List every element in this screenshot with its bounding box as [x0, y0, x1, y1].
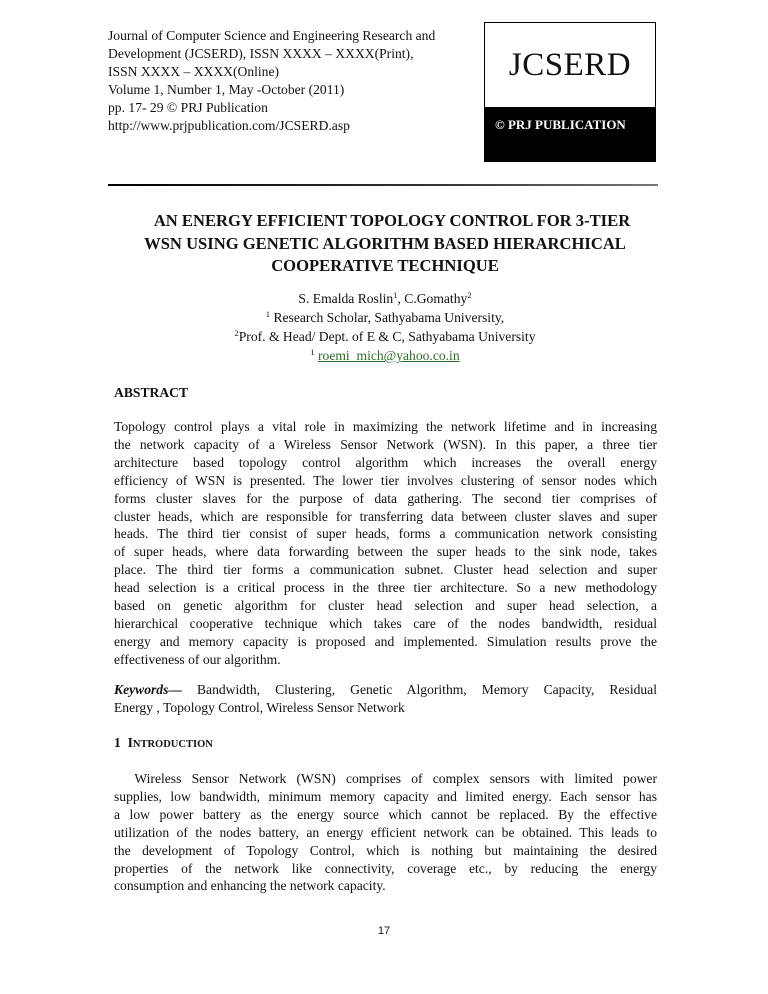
header-line: Volume 1, Number 1, May -October (2011) — [108, 82, 345, 97]
abstract-line: the network capacity of a Wireless Sensor Network (WSN). In this paper, a three tier — [114, 436, 657, 452]
header-divider — [108, 184, 658, 186]
affil-1-text: Research Scholar, Sathyabama University, — [270, 310, 505, 325]
header-line: Development (JCSERD), ISSN XXXX – XXXX(Print), — [108, 46, 414, 61]
keywords-text: Bandwidth, Clustering, Genetic Algorithm, Memory Capacity, Residual — [181, 682, 657, 697]
header-line: pp. 17- 29 © PRJ Publication — [108, 100, 268, 115]
email-line — [108, 346, 662, 365]
abstract-line: energy and memory capacity is proposed and implemented. Simulation results prove the — [114, 633, 657, 649]
abstract-line: effectiveness of our algorithm. — [114, 651, 281, 667]
affil-2-sup: 2 — [234, 328, 239, 338]
logo-publisher: © PRJ PUBLICATION — [485, 107, 655, 161]
introduction-heading — [114, 735, 213, 751]
abstract-heading: ABSTRACT — [114, 385, 189, 400]
abstract-line: cluster heads, which are responsible for transferring data between cluster slaves and super — [114, 508, 657, 524]
abstract-line: forms cluster slaves for the purpose of data gathering. The second tier comprises of — [114, 490, 657, 506]
intro-line: Wireless Sensor Network (WSN) comprises of complex sensors with limited power — [114, 771, 657, 786]
intro-line: a low power battery as the energy source which cannot be replaced. By the effective — [114, 806, 657, 822]
author-2-sup: 2 — [467, 290, 472, 300]
affiliation-2 — [108, 327, 662, 346]
author-block — [108, 289, 662, 365]
intro-line: properties of the network like connectivity, coverage etc., by reducing the energy — [114, 860, 657, 876]
paper-title — [108, 210, 662, 278]
journal-logo — [484, 22, 656, 162]
abstract-line: of super heads, where data forwarding between the super heads to the sink node, takes — [114, 544, 657, 560]
abstract-line: efficiency of WSN is presented. The lower tier involves clustering of sensor nodes which — [114, 472, 657, 488]
intro-line: utilization of the nodes battery, an energy efficient network can be obtained. This leads to — [114, 824, 657, 840]
introduction-body — [114, 770, 657, 895]
title-line: COOPERATIVE TECHNIQUE — [271, 256, 499, 275]
intro-line: the development of Topology Control, which is nothing but maintaining the desired — [114, 842, 657, 858]
section-heading-rest: NTRODUCTION — [132, 739, 213, 750]
email-sup: 1 — [310, 347, 315, 357]
intro-line: supplies, low bandwidth, minimum memory capacity and limited energy. Each sensor has — [114, 788, 657, 804]
affil-1-sup: 1 — [265, 309, 271, 319]
affiliation-1 — [108, 308, 662, 327]
intro-line: consumption and enhancing the network capacity. — [114, 878, 386, 894]
keywords-line-1 — [114, 681, 657, 699]
abstract-line: Topology control plays a vital role in maximizing the network lifetime and in increasing — [114, 419, 657, 434]
page-number: 17 — [377, 925, 391, 937]
author-1: S. Emalda Roslin — [298, 291, 394, 306]
header-line: ISSN XXXX – XXXX(Online) — [108, 64, 280, 79]
header-line: http://www.prjpublication.com/JCSERD.asp — [108, 118, 350, 133]
section-number: 1 — [114, 735, 121, 750]
keywords-line-2: Energy , Topology Control, Wireless Sensor Network — [114, 699, 405, 715]
author-2: , C.Gomathy — [397, 291, 468, 306]
keywords-label: Keywords— — [114, 682, 182, 697]
author-1-sup: 1 — [393, 290, 398, 300]
abstract-line: hierarchical cooperative technique which takes care of the nodes bandwidth, residual — [114, 615, 657, 631]
abstract-line: head selection is a critical process in the three tier architecture. So a new methodology — [114, 580, 657, 596]
logo-title: JCSERD — [508, 46, 632, 83]
abstract-line: architecture based topology control algorithm which increases the overall energy — [114, 454, 657, 470]
abstract-line: based on genetic algorithm for cluster head selection and super head selection, a — [114, 598, 657, 614]
title-line: WSN USING GENETIC ALGORITHM BASED HIERARCHICAL — [144, 233, 626, 253]
title-line: AN ENERGY EFFICIENT TOPOLOGY CONTROL FOR 3-TIER — [153, 211, 631, 230]
section-heading-initial: I — [127, 735, 133, 750]
email-link[interactable]: roemi_mich@yahoo.co.in — [318, 348, 460, 363]
header-line: Journal of Computer Science and Engineering Research and — [108, 28, 436, 43]
abstract-body — [114, 418, 657, 669]
author-names — [108, 289, 662, 308]
abstract-line: place. The third tier forms a communication subnet. Cluster head selection and super — [114, 562, 657, 578]
affil-2-text: Prof. & Head/ Dept. of E & C, Sathyabama University — [238, 329, 536, 344]
keywords — [114, 681, 657, 717]
journal-header — [108, 27, 435, 135]
abstract-line: heads. The third tier consist of super heads, forms a communication network consisting — [114, 526, 657, 542]
